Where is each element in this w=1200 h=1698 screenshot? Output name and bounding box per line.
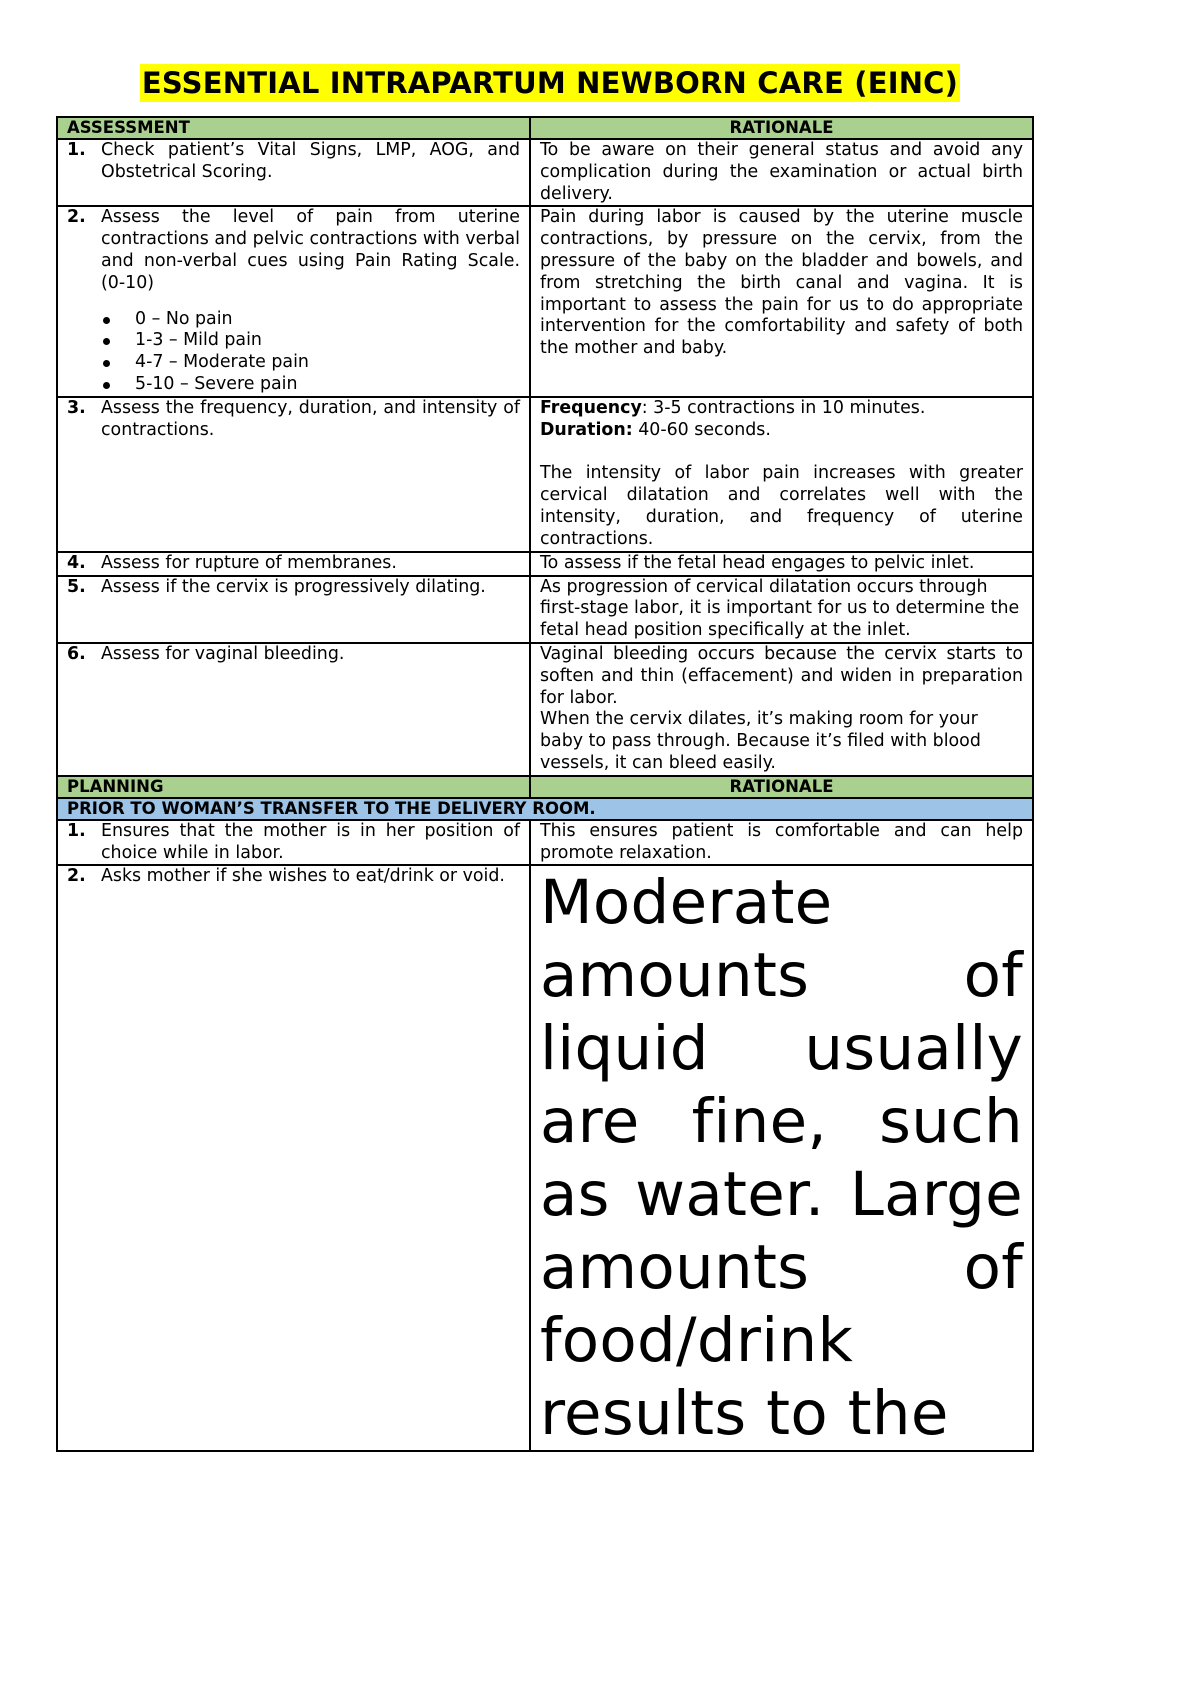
table-row	[57, 397, 1033, 552]
item-number: 1.	[67, 820, 86, 841]
rationale-cell	[530, 643, 1033, 776]
item-number: 1.	[67, 140, 86, 160]
item-number: 4.	[67, 552, 86, 573]
assessment-header: ASSESSMENT	[57, 117, 530, 139]
assessment-text: Assess for rupture of membranes.	[101, 552, 397, 573]
assessment-text: Assess if the cervix is progressively dilating.	[101, 576, 486, 597]
table-row	[57, 643, 1033, 776]
table-row	[57, 552, 1033, 576]
table-row	[57, 139, 1033, 206]
pain-scale-item: 0 – No pain	[67, 309, 520, 331]
planning-header-row	[57, 776, 1033, 798]
planning-cell	[57, 820, 530, 866]
planning-text: Asks mother if she wishes to eat/drink or void.	[101, 866, 505, 887]
pain-scale-item: 1-3 – Mild pain	[67, 330, 520, 352]
rationale-text: The intensity of labor pain increases with greater cervical dilatation and correlates well with the intensity, duration, and frequency of uterine contractions.	[540, 463, 1023, 549]
spacer	[540, 441, 1023, 463]
rationale-cell: This ensures patient is comfortable and can help promote relaxation.	[530, 820, 1033, 866]
item-number: 3.	[67, 397, 86, 418]
planning-header: PLANNING	[57, 776, 530, 798]
pain-scale-item: 4-7 – Moderate pain	[67, 352, 520, 374]
table-row	[57, 820, 1033, 866]
rationale-header: RATIONALE	[530, 117, 1033, 139]
rationale-cell: Pain during labor is caused by the uterine muscle contractions, by pressure on the cervix, from the pressure of the baby on the bladder and bowels, and from stretching the birth canal and vagina. It is important to assess the pain for us to do appropriate intervention for the comfortability and safety of both the mother and baby.	[530, 206, 1033, 396]
pain-scale-list	[67, 309, 520, 396]
planning-subheader: PRIOR TO WOMAN’S TRANSFER TO THE DELIVERY ROOM.	[57, 798, 1033, 820]
rationale-cell: As progression of cervical dilatation occurs through first-stage labor, it is important for us to determine the fetal head position specifically at the inlet.	[530, 576, 1033, 643]
assessment-cell	[57, 206, 530, 396]
planning-cell	[57, 865, 530, 1451]
rationale-text-2: When the cervix dilates, it’s making room for your baby to pass through. Because it’s filed with blood vessels, it can bleed easily.	[540, 709, 981, 773]
bullet-icon	[103, 317, 110, 324]
einc-table	[56, 116, 1034, 1452]
duration-label: Duration:	[540, 419, 633, 440]
assessment-text: Check patient’s Vital Signs, LMP, AOG, and Obstetrical Scoring.	[101, 140, 520, 182]
assessment-header-row	[57, 117, 1033, 139]
rationale-cell	[530, 397, 1033, 552]
duration-value: 40-60 seconds.	[632, 419, 771, 440]
table-row	[57, 576, 1033, 643]
planning-text: Ensures that the mother is in her position of choice while in labor.	[101, 820, 520, 863]
table-row	[57, 206, 1033, 396]
assessment-text: Assess the level of pain from uterine contractions and pelvic contractions with verbal and non-verbal cues using Pain Rating Scale. (0-10)	[101, 207, 520, 293]
item-number: 2.	[67, 207, 86, 228]
assessment-cell	[57, 139, 530, 206]
item-number: 5.	[67, 576, 86, 597]
document-title: ESSENTIAL INTRAPARTUM NEWBORN CARE (EINC)	[141, 66, 959, 100]
pain-scale-item: 5-10 – Severe pain	[67, 374, 520, 396]
bullet-icon	[103, 338, 110, 345]
item-number: 6.	[67, 643, 86, 664]
frequency-value: : 3-5 contractions in 10 minutes.	[641, 397, 926, 418]
assessment-text: Assess the frequency, duration, and intensity of contractions.	[101, 397, 520, 440]
rationale-text: Vaginal bleeding occurs because the cervix starts to soften and thin (effacement) and widen in preparation for labor.	[540, 643, 1023, 708]
rationale-cell: To be aware on their general status and avoid any complication during the examination or actual birth delivery.	[530, 139, 1033, 206]
item-number: 2.	[67, 866, 86, 887]
rationale-header: RATIONALE	[530, 776, 1033, 798]
planning-subheader-row	[57, 798, 1033, 820]
assessment-cell	[57, 576, 530, 643]
assessment-cell	[57, 643, 530, 776]
title-wrapper	[0, 64, 1100, 102]
table-row	[57, 865, 1033, 1451]
frequency-label: Frequency	[540, 397, 642, 418]
assessment-text: Assess for vaginal bleeding.	[101, 643, 345, 664]
assessment-cell	[57, 397, 530, 552]
assessment-cell	[57, 552, 530, 576]
rationale-cell: To assess if the fetal head engages to pelvic inlet.	[530, 552, 1033, 576]
rationale-cell-large: Moderate amounts of liquid usually are fine, such as water. Large amounts of food/drink results to the	[530, 865, 1033, 1451]
bullet-icon	[103, 382, 110, 389]
bullet-icon	[103, 360, 110, 367]
